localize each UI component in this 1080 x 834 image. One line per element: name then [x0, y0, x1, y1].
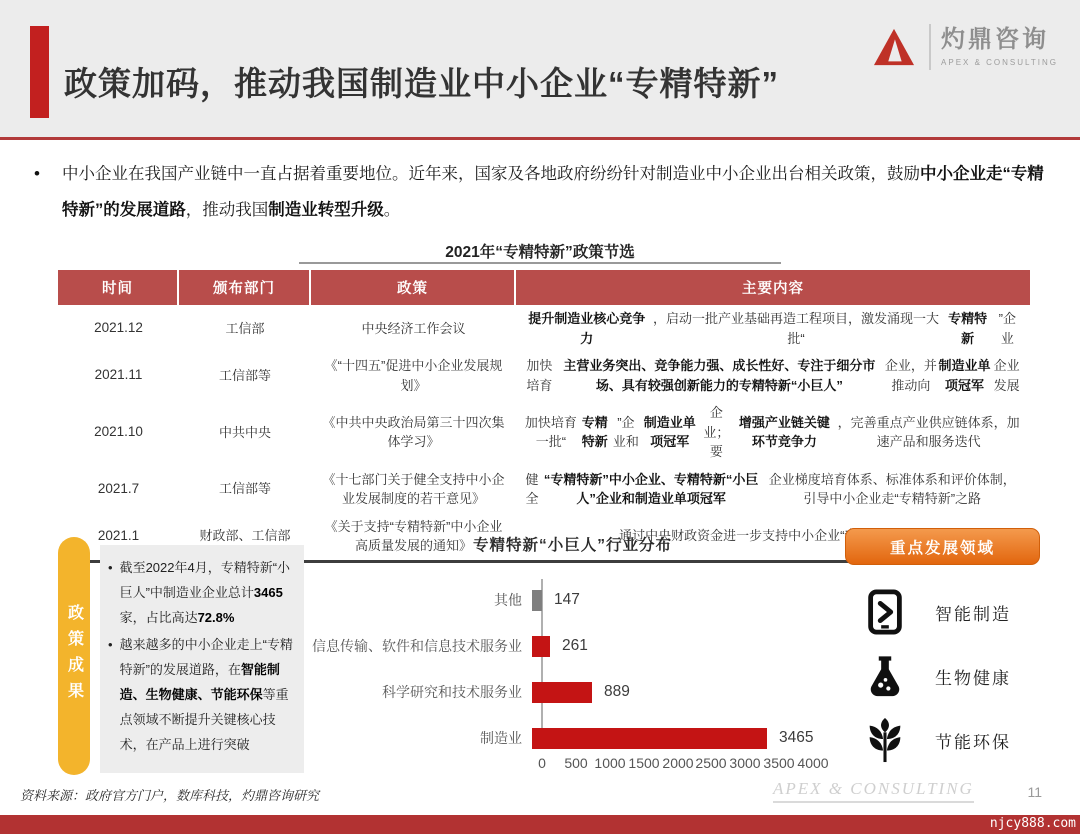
logo-company-name: 灼鼎咨询 [941, 26, 1050, 54]
focus-area-item [845, 580, 1040, 644]
page-title: 政策加码，推动我国制造业中小企业“专精特新” [64, 65, 779, 102]
chart-row [310, 669, 835, 715]
cell-department: 工信部等 [218, 481, 271, 497]
chart-bar [532, 590, 542, 611]
tablet-play-icon [859, 589, 911, 635]
cell-content: 加快培育一批“ 专精特新 ”企业和 制造业单项冠军 企业；要 增强产业链关键环节竞争力 ，完善重点产业供应链体系，加速产品和服务迭代 [524, 405, 1020, 459]
page-number: 11 [1027, 784, 1042, 800]
chart-bar-area [532, 728, 835, 749]
cell-policy: 《中共中央政治局第三十四次集体学习》 [322, 414, 505, 450]
title-accent-bar [30, 26, 49, 118]
chart-bar-area [532, 590, 835, 611]
cell-time: 2021.10 [94, 424, 143, 440]
chart-x-tick: 2500 [695, 755, 727, 771]
industry-bar-chart [310, 533, 835, 783]
cell-policy: 《关于支持“专精特新”中小企业高质量发展的通知》 [324, 518, 503, 553]
chart-value-label: 147 [554, 591, 580, 608]
source-note: 资料来源：政府官方门户，数库科技，灼鼎咨询研究 [20, 788, 320, 803]
chart-bar [532, 682, 592, 703]
cell-content: 提升制造业核心竞争力 ，启动一批产业基础再造工程项目，激发涌现一大批“ 专精特新 ”企业 [528, 311, 1017, 346]
cell-department: 工信部等 [218, 367, 271, 383]
chart-category-label: 信息传输、软件和信息技术服务业 [312, 638, 522, 654]
wheat-icon [859, 717, 911, 763]
cell-content: 加快培育 主营业务突出、竞争能力强、成长性好、专注于细分市场、具有较强创新能力的专精特新“小巨人” 企业，并推动向 制造业单项冠军 企业发展 [526, 358, 1020, 393]
column-header-content: 主要内容 [742, 281, 804, 297]
column-header-department: 颁布部门 [179, 270, 311, 305]
intro-paragraph [34, 156, 1050, 228]
cell-policy: 《“十四五”促进中小企业发展规划》 [324, 358, 503, 393]
focus-areas [845, 528, 1040, 772]
flask-icon [859, 653, 911, 699]
cell-content: 通过中央财政资金进一步支持中小企业“ [619, 528, 845, 544]
focus-areas-button: 重点发展领域 [845, 528, 1040, 565]
logo-triangle-icon [871, 26, 917, 68]
bullet-dot: • [34, 164, 40, 183]
chart-rows [310, 577, 835, 761]
table-header-row [58, 270, 1030, 305]
chart-category-label: 科学研究和技术服务业 [382, 684, 522, 700]
chart-x-tick: 0 [538, 755, 546, 771]
chart-bar [532, 728, 767, 749]
chart-x-tick: 1000 [594, 755, 626, 771]
bottom-red-strip [0, 815, 1080, 834]
footer-brand: APEX & CONSULTING [773, 779, 974, 803]
chart-bar-area [532, 636, 835, 657]
cell-time: 2021.11 [94, 367, 143, 383]
chart-bar [532, 636, 550, 657]
bullet-dot: • [108, 560, 113, 575]
chart-bar-area [532, 682, 835, 703]
chart-x-tick: 1500 [628, 755, 660, 771]
focus-areas-list [845, 580, 1040, 772]
table-title-underline [299, 262, 781, 264]
table-body [58, 305, 1030, 560]
watermark: njcy888.com [989, 816, 1076, 831]
chart-x-tick: 3000 [729, 755, 761, 771]
cell-time: 2021.1 [97, 527, 140, 543]
table-row [58, 305, 1030, 352]
logo-divider [929, 24, 931, 70]
chart-value-label: 261 [562, 637, 588, 654]
chart-x-ticks [538, 755, 829, 775]
policy-table [58, 270, 1030, 563]
chart-x-tick: 500 [564, 755, 588, 771]
logo [871, 24, 1058, 70]
results-box [100, 545, 304, 773]
table-title: 2021年“专精特新”政策节选 [445, 244, 635, 261]
cell-time: 2021.12 [94, 320, 143, 336]
cell-department: 中共中央 [218, 424, 271, 440]
cell-department: 工信部 [225, 320, 265, 336]
results-bullet [108, 632, 294, 757]
logo-company-subtitle: APEX & CONSULTING [941, 57, 1058, 67]
table-row [58, 466, 1030, 513]
bullet-dot: • [108, 637, 113, 652]
chart-row [310, 623, 835, 669]
chart-x-tick: 3500 [763, 755, 795, 771]
chart-category-label: 制造业 [480, 730, 522, 746]
cell-department: 财政部、工信部 [199, 528, 291, 544]
chart-title: 专精特新“小巨人”行业分布 [472, 537, 672, 554]
column-header-policy: 政策 [311, 270, 516, 305]
chart-value-label: 889 [604, 683, 630, 700]
focus-area-item [845, 708, 1040, 772]
table-row [58, 399, 1030, 466]
table-row [58, 352, 1030, 399]
chart-value-label: 3465 [779, 729, 814, 746]
chart-x-tick: 4000 [797, 755, 829, 771]
cell-content: 健全 “专精特新”中小企业、专精特新“小巨人”企业和制造业单项冠军 企业梯度培育体系、标准体系和评价体制，引导中小企业走“专精特新”之路 [525, 471, 1016, 506]
results-bullet-text: 越来越多的中小企业走上“专精特新”的发展道路，在智能制造、生物健康、节能环保等重点领域不断提升关键核心技术，在产品上进行突破 [119, 637, 293, 752]
chart-x-tick: 2000 [662, 755, 694, 771]
focus-area-label: 智能制造 [935, 604, 1011, 624]
cell-policy: 《十七部门关于健全支持中小企业发展制度的若干意见》 [322, 471, 505, 506]
column-header-time: 时间 [58, 270, 179, 305]
chart-category-label: 其他 [494, 592, 522, 608]
chart-row [310, 577, 835, 623]
focus-area-label: 生物健康 [935, 668, 1011, 688]
cell-time: 2021.7 [97, 480, 140, 496]
results-tag [58, 537, 90, 775]
focus-area-label: 节能环保 [935, 732, 1011, 752]
results-bullet [108, 555, 294, 630]
intro-text: 中小企业在我国产业链中一直占据着重要地位。近年来，国家及各地政府纷纷针对制造业中小企业出台相关政策，鼓励中小企业走“专精特新”的发展道路，推动我国制造业转型升级。 [61, 165, 1044, 219]
cell-policy: 中央经济工作会议 [361, 320, 466, 336]
focus-area-item [845, 644, 1040, 708]
results-tag-label: 政策成果 [65, 604, 83, 708]
header [0, 0, 1080, 140]
results-bullet-text: 截至2022年4月，专精特新“小巨人”中制造业企业总计3465家，占比高达72.8% [119, 560, 291, 625]
